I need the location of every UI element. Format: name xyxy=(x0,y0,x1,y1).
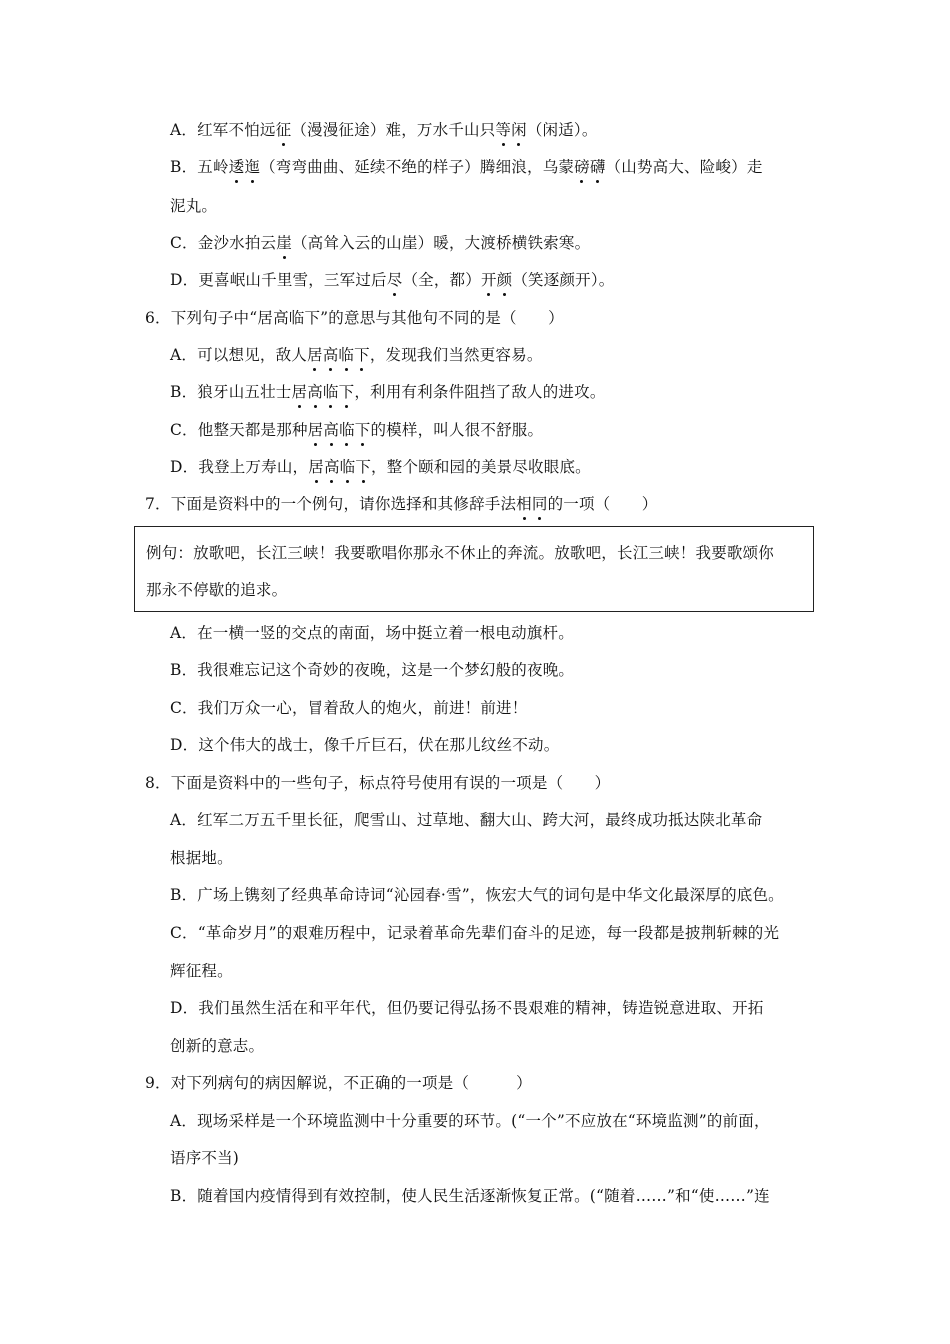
q9-stem: 9．对下列病句的病因解说，不正确的一项是（ ） xyxy=(145,1074,532,1092)
q7-example-line2: 那永不停歇的追求。 xyxy=(146,581,288,599)
q7-option-a: A．在一横一竖的交点的南面，场中挺立着一根电动旗杆。 xyxy=(170,624,574,642)
q8-stem: 8．下面是资料中的一些句子，标点符号使用有误的一项是（ ） xyxy=(145,774,611,792)
q8-option-b: B．广场上镌刻了经典革命诗词“沁园春·雪”，恢宏大气的词句是中华文化最深厚的底色。 xyxy=(170,886,784,904)
q6-option-a: A．可以想见，敌人居高临下，发现我们当然更容易。 xyxy=(170,346,543,364)
q5-option-c: C．金沙水拍云崖（高耸入云的山崖）暖，大渡桥横铁索寒。 xyxy=(170,234,591,252)
q8-option-c-line2: 辉征程。 xyxy=(170,962,233,980)
q5-option-a: A．红军不怕远征（漫漫征途）难，万水千山只等闲（闲适）。 xyxy=(170,121,598,139)
q8-option-d-line2: 创新的意志。 xyxy=(170,1037,265,1055)
q6-option-d: D．我登上万寿山，居高临下，整个颐和园的美景尽收眼底。 xyxy=(170,458,591,476)
q5-option-d: D．更喜岷山千里雪，三军过后尽（全，都）开颜（笑逐颜开）。 xyxy=(170,271,615,289)
q8-option-d-line1: D．我们虽然生活在和平年代，但仍要记得弘扬不畏艰难的精神，铸造锐意进取、开拓 xyxy=(170,999,764,1017)
q7-example-box xyxy=(134,526,814,612)
q6-option-b: B．狼牙山五壮士居高临下，利用有利条件阻挡了敌人的进攻。 xyxy=(170,383,606,401)
q6-option-c: C．他整天都是那种居高临下的模样，叫人很不舒服。 xyxy=(170,421,544,439)
q9-option-a-line2: 语序不当) xyxy=(170,1149,240,1167)
q6-stem: 6．下列句子中“居高临下”的意思与其他句不同的是（ ） xyxy=(145,309,564,327)
q9-option-a-line1: A．现场采样是一个环境监测中十分重要的环节。(“一个”不应放在“环境监测”的前面， xyxy=(170,1112,770,1130)
q8-option-c-line1: C．“革命岁月”的艰难历程中，记录着革命先辈们奋斗的足迹，每一段都是披荆斩棘的光 xyxy=(170,924,780,942)
q8-option-a-line2: 根据地。 xyxy=(170,849,233,867)
q7-option-d: D．这个伟大的战士，像千斤巨石，伏在那儿纹丝不动。 xyxy=(170,736,560,754)
q7-option-c: C．我们万众一心，冒着敌人的炮火，前进！前进！ xyxy=(170,699,528,717)
q8-option-a-line1: A．红军二万五千里长征，爬雪山、过草地、翻大山、跨大河，最终成功抵达陕北革命 xyxy=(170,811,763,829)
q7-stem: 7．下面是资料中的一个例句，请你选择和其修辞手法相同的一项（ ） xyxy=(145,495,658,513)
q7-example-line1: 例句：放歌吧，长江三峡！我要歌唱你那永不休止的奔流。放歌吧，长江三峡！我要歌颂你 xyxy=(146,544,775,562)
q7-option-b: B．我很难忘记这个奇妙的夜晚，这是一个梦幻般的夜晚。 xyxy=(170,661,575,679)
q9-option-b-line1: B．随着国内疫情得到有效控制，使人民生活逐渐恢复正常。(“随着……”和“使……”连 xyxy=(170,1187,770,1205)
q5-option-b-line1: B．五岭逶迤（弯弯曲曲、延续不绝的样子）腾细浪，乌蒙磅礴（山势高大、险峻）走 xyxy=(170,158,763,176)
q5-option-b-line2: 泥丸。 xyxy=(170,197,218,215)
